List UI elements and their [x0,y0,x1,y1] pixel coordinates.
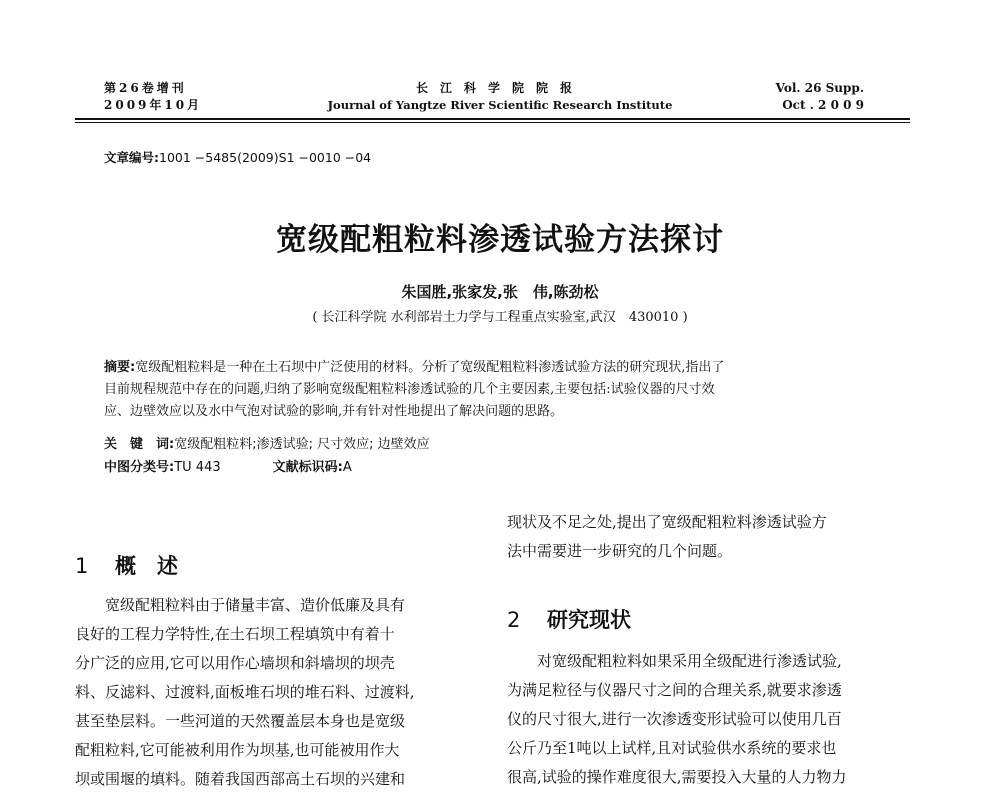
volume-line-en: Vol. 26 Supp. [775,81,864,95]
section-1-line: 宽级配粗粒料由于储量丰富、造价低廉及具有 [105,596,406,614]
section-2-number: 2 [507,608,521,632]
right-intro-line: 法中需要进一步研究的几个问题。 [507,542,733,560]
paper-authors: 朱国胜,张家发,张 伟,陈劲松 [401,283,599,301]
header-rule-thin [75,122,910,123]
header-rule-thick [75,118,910,120]
date-line-cn: 2009年10月 [104,98,203,112]
right-intro-line: 现状及不足之处,提出了宽级配粗粒料渗透试验方 [507,513,827,531]
date-line-en: Oct . 2 0 0 9 [782,98,864,112]
doc-code-label: 文献标识码: [272,460,343,475]
section-1-line: 分广泛的应用,它可以用作心墙坝和斜墙坝的坝壳 [75,654,395,672]
abstract-line-3: 应、边壁效应以及水中气泡对试验的影响,并有针对性地提出了解决问题的思路。 [104,404,564,419]
keywords-label: 关 键 词: [104,437,175,452]
section-1-body [75,591,480,794]
doc-code-value: A [342,460,352,475]
section-2-line: 对宽级配粗粒料如果采用全级配进行渗透试验, [537,652,842,670]
clc-label: 中图分类号: [104,460,175,475]
keywords [104,433,430,452]
right-intro-text [507,508,911,566]
section-2-line: 公斤乃至1吨以上试样,且对试验供水系统的要求也 [507,739,837,757]
article-number-value: 1001 −5485(2009)S1 −0010 −04 [159,150,372,165]
section-1-line: 配粗粒料,它可能被利用作为坝基,也可能被用作大 [75,741,400,759]
section-1-line: 坝或围堰的填料。随着我国西部高土石坝的兴建和 [75,770,406,788]
section-1-line: 料、反滤料、过渡料,面板堆石坝的堆石料、过渡料, [75,683,415,701]
abstract-line-2: 目前规程规范中存在的问题,归纳了影响宽级配粗粒料渗透试验的几个主要因素,主要包括:试验仪器的尺寸效 [104,382,715,397]
section-2-title: 研究现状 [547,608,631,632]
section-2-line: 仪的尺寸很大,进行一次渗透变形试验可以使用几百 [507,710,842,728]
section-1-line: 良好的工程力学特性,在土石坝工程填筑中有着十 [75,625,395,643]
section-1-line: 甚至垫层料。一些河道的天然覆盖层本身也是宽级 [75,712,406,730]
abstract [104,357,884,423]
journal-name-en: Journal of Yangtze River Scientific Research Institute [327,98,673,112]
abstract-line-1: 宽级配粗粒料是一种在土石坝中广泛使用的材料。分析了宽级配粗粒料渗透试验方法的研究现状,指出了 [135,360,725,375]
keywords-value: 宽级配粗粒料;渗透试验; 尺寸效应; 边壁效应 [174,437,430,452]
section-2-line: 很高,试验的操作难度很大,需要投入大量的人力物力 [507,768,847,786]
clc-value: TU 443 [174,460,221,475]
section-1-heading [75,550,480,580]
section-1-title: 概 述 [115,554,178,578]
classification [104,456,352,475]
journal-name [300,80,700,114]
journal-name-cn: 长江科学院院报 [415,81,584,95]
section-2-body [507,647,911,792]
article-number-label: 文章编号: [104,150,159,165]
journal-issue-info [104,80,202,114]
section-2-heading [507,604,911,634]
paper-title: 宽级配粗粒料渗透试验方法探讨 [276,222,724,258]
volume-line-cn: 第26卷增刊 [104,81,187,95]
journal-issue-info-en [700,80,864,114]
article-number [104,148,371,166]
section-2-line: 为满足粒径与仪器尺寸之间的合理关系,就要求渗透 [507,681,842,699]
section-1-number: 1 [75,554,89,578]
author-affiliation: ( 长江科学院 水利部岩土力学与工程重点实验室,武汉 430010 ) [312,310,688,325]
abstract-label: 摘要: [104,360,136,375]
